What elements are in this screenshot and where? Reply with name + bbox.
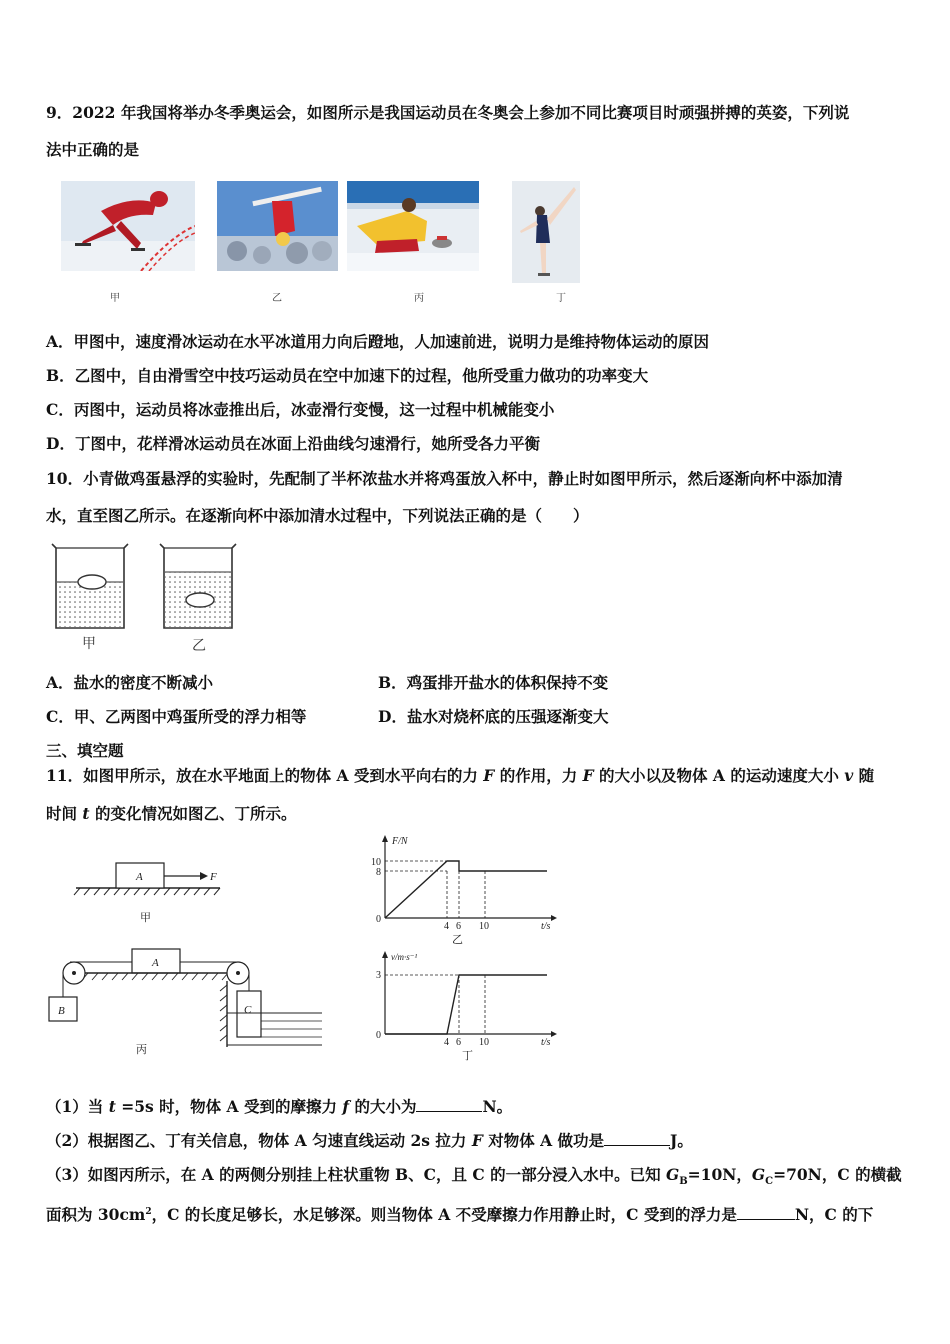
- photo-figure-skater: [512, 181, 580, 283]
- force-curve: [385, 861, 547, 918]
- svg-text:B: B: [58, 1005, 65, 1017]
- svg-text:t/s: t/s: [541, 1037, 551, 1048]
- velocity-curve: [385, 975, 547, 1034]
- svg-text:丙: 丙: [136, 1044, 147, 1056]
- svg-text:F: F: [210, 871, 217, 883]
- section-title: 三、填空题: [46, 741, 124, 760]
- q11-sub3-line2: 面积为 $30cm^2$，C 的长度足够长，水足够深。则当物体 A 不受摩擦力作用静止时，C 受到的浮力是 N，C 的下: [46, 1205, 874, 1225]
- svg-text:A: A: [152, 957, 159, 969]
- q11-sub2: （2）根据图乙、丁有关信息，物体 A 匀速直线运动 2s 拉力 F 对物体 A 做功是 J。: [46, 1131, 693, 1150]
- answer-blank-1[interactable]: [416, 1097, 482, 1112]
- q10-option-b: B．鸡蛋排开盐水的体积保持不变: [378, 673, 609, 692]
- svg-text:10: 10: [479, 1037, 489, 1048]
- beaker-jia: [52, 544, 128, 652]
- svg-text:10: 10: [371, 857, 381, 868]
- q10-option-d: D．盐水对烧杯底的压强逐渐变大: [378, 707, 609, 726]
- beaker-figure: [48, 540, 248, 660]
- q10-option-c: C．甲、乙两图中鸡蛋所受的浮力相等: [46, 707, 307, 726]
- q9-option-c: C．丙图中，运动员将冰壶推出后，冰壶滑行变慢，这一过程中机械能变小: [46, 400, 555, 419]
- egg-jia: [78, 575, 106, 589]
- graph-ding-velocity-time: [365, 948, 565, 1063]
- svg-text:t/s: t/s: [541, 921, 551, 932]
- q10-option-a: A．盐水的密度不断减小: [46, 673, 214, 692]
- svg-text:乙: 乙: [452, 934, 463, 946]
- q9-stem-line2: 法中正确的是: [46, 140, 140, 159]
- answer-blank-2[interactable]: [604, 1131, 670, 1146]
- svg-text:F/N: F/N: [392, 836, 408, 847]
- q10-stem-line1: 10．小青做鸡蛋悬浮的实验时，先配制了半杯浓盐水并将鸡蛋放入杯中，静止时如图甲所示，然后逐渐向杯中添加清: [46, 469, 843, 488]
- graph-yi-force-time: [365, 832, 565, 947]
- q10-stem-line2: 水，直至图乙所示。在逐渐向杯中添加清水过程中，下列说法正确的是（ ）: [46, 506, 589, 525]
- q11-stem-line2: 时间 t 的变化情况如图乙、丁所示。: [46, 804, 297, 823]
- svg-text:10: 10: [479, 921, 489, 932]
- q9-caption-ding: 丁: [556, 293, 566, 304]
- force-arrow: [200, 872, 208, 880]
- svg-text:6: 6: [456, 1037, 461, 1048]
- photo-curler: [347, 181, 479, 271]
- beaker-yi: [160, 544, 236, 654]
- q9-caption-bing: 丙: [414, 293, 424, 304]
- q9-option-d: D．丁图中，花样滑冰运动员在冰面上沿曲线匀速滑行，她所受各力平衡: [46, 434, 540, 453]
- figure-jia-block-force: [70, 855, 230, 930]
- q11-stem-line1: 11．如图甲所示，放在水平地面上的物体 A 受到水平向右的力 F 的作用，力 F 的大小以及物体 A 的运动速度大小 v 随: [46, 766, 875, 785]
- svg-text:8: 8: [376, 867, 381, 878]
- q9-option-a: A．甲图中，速度滑冰运动在水平冰道用力向后蹬地，人加速前进，说明力是维持物体运动的原因: [46, 332, 710, 351]
- svg-text:3: 3: [376, 970, 381, 981]
- svg-text:0: 0: [376, 1030, 381, 1041]
- svg-text:4: 4: [444, 921, 449, 932]
- svg-text:4: 4: [444, 1037, 449, 1048]
- photo-aerial-skier: [217, 181, 338, 271]
- q11-sub3-line1: （3）如图丙所示，在 A 的两侧分别挂上柱状重物 B、C，且 C 的一部分浸入水中。已知 $G_B=10N$，$G_C=70N$，C 的横截: [46, 1165, 902, 1188]
- svg-text:丁: 丁: [462, 1050, 473, 1062]
- svg-text:v/m·s⁻¹: v/m·s⁻¹: [391, 952, 418, 962]
- q9-option-b: B．乙图中，自由滑雪空中技巧运动员在空中加速下的过程，他所受重力做功的功率变大: [46, 366, 649, 385]
- svg-text:6: 6: [456, 921, 461, 932]
- q9-stem-line1: 9．2022 年我国将举办冬季奥运会，如图所示是我国运动员在冬奥会上参加不同比赛项目时顽强拼搏的英姿，下列说: [46, 103, 850, 122]
- svg-text:C: C: [244, 1004, 252, 1016]
- egg-yi: [186, 593, 214, 607]
- q11-sub1: （1）当 t =5s 时，物体 A 受到的摩擦力 f 的大小为 N。: [46, 1097, 513, 1116]
- svg-text:0: 0: [376, 914, 381, 925]
- q10-caption-jia: 甲: [82, 637, 96, 652]
- q9-caption-jia: 甲: [110, 293, 120, 304]
- q9-caption-yi: 乙: [272, 293, 282, 304]
- answer-blank-3[interactable]: [737, 1205, 795, 1220]
- q10-caption-yi: 乙: [192, 639, 206, 654]
- svg-text:A: A: [136, 871, 143, 883]
- figure-bing-pulleys: [44, 945, 328, 1060]
- svg-text:甲: 甲: [140, 912, 151, 924]
- photo-speed-skater: [61, 181, 195, 271]
